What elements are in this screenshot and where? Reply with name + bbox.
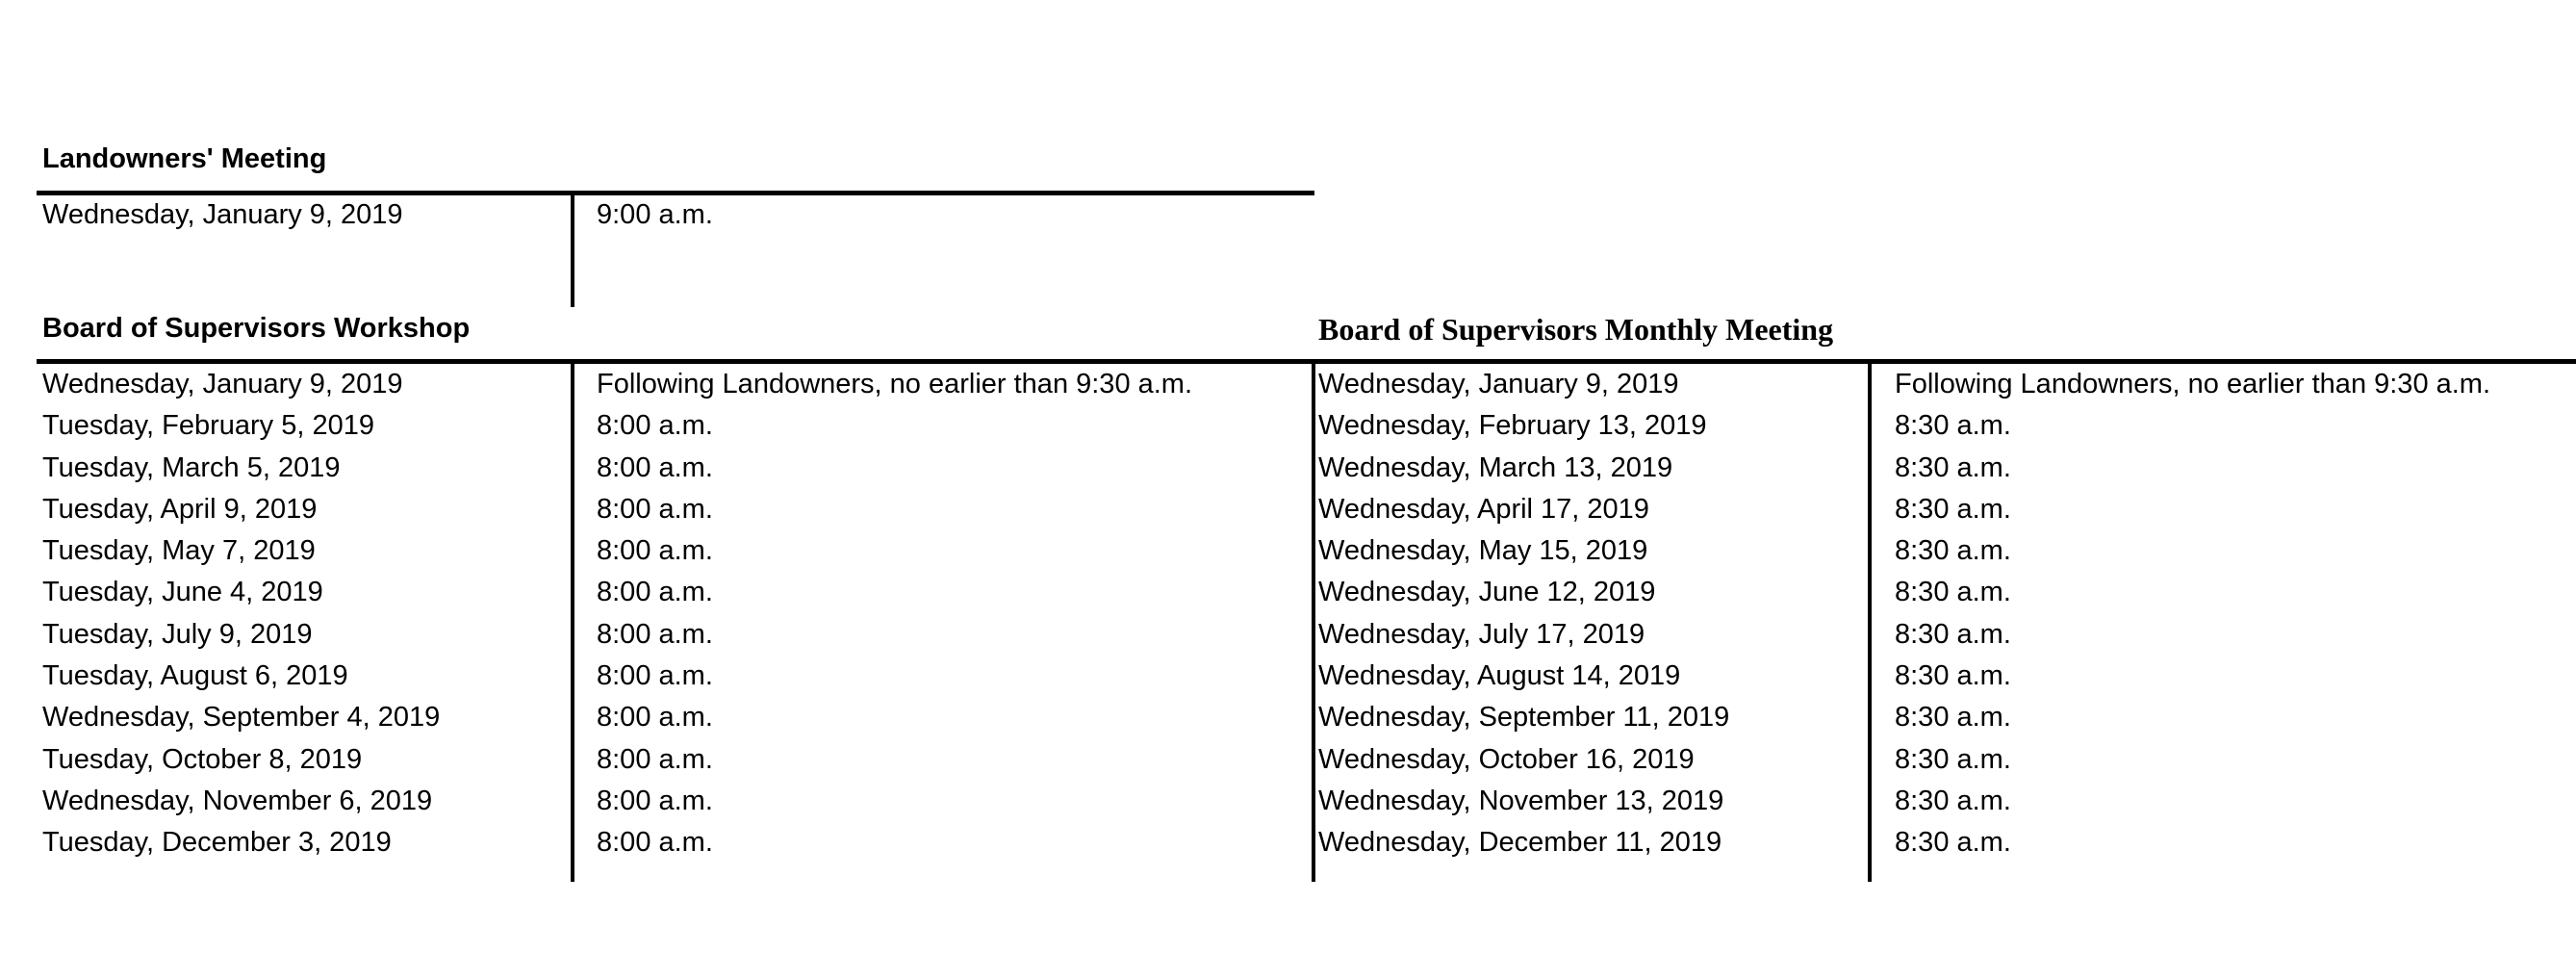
workshop-date: Tuesday, August 6, 2019 [42,660,348,692]
workshop-date: Tuesday, June 4, 2019 [42,577,323,608]
monthly-time: 8:30 a.m. [1895,660,2011,692]
monthly-time: 8:30 a.m. [1895,451,2011,483]
landowners-date: Wednesday, January 9, 2019 [42,199,403,230]
monthly-time: 8:30 a.m. [1895,577,2011,608]
monthly-time: 8:30 a.m. [1895,618,2011,650]
workshop-date: Wednesday, November 6, 2019 [42,785,433,816]
monthly-time: 8:30 a.m. [1895,827,2011,859]
workshop-date-column [42,364,440,864]
monthly-date: Wednesday, February 13, 2019 [1318,410,1707,442]
workshop-time: 8:00 a.m. [597,577,713,608]
workshop-time-column [597,364,1192,864]
workshop-time: 8:00 a.m. [597,702,713,734]
workshop-title: Board of Supervisors Workshop [42,313,471,344]
landowners-time: 9:00 a.m. [597,199,713,230]
workshop-time: 8:00 a.m. [597,451,713,483]
monthly-time: 8:30 a.m. [1895,785,2011,816]
monthly-date: Wednesday, July 17, 2019 [1318,618,1645,650]
workshop-date: Wednesday, January 9, 2019 [42,369,403,399]
monthly-time: Following Landowners, no earlier than 9:30 a.m. [1895,369,2491,399]
workshop-date: Tuesday, February 5, 2019 [42,410,374,442]
workshop-time: 8:00 a.m. [597,618,713,650]
workshop-date: Tuesday, April 9, 2019 [42,493,318,525]
workshop-time: 8:00 a.m. [597,535,713,567]
workshop-time: 8:00 a.m. [597,660,713,692]
monthly-date: Wednesday, September 11, 2019 [1318,702,1730,734]
monthly-date: Wednesday, December 11, 2019 [1318,827,1722,859]
workshop-time: 8:00 a.m. [597,785,713,816]
monthly-divider [1868,364,1872,882]
monthly-date: Wednesday, October 16, 2019 [1318,743,1695,775]
monthly-date: Wednesday, March 13, 2019 [1318,451,1673,483]
monthly-date: Wednesday, November 13, 2019 [1318,785,1724,816]
monthly-title: Board of Supervisors Monthly Meeting [1318,312,1834,347]
workshop-date: Tuesday, March 5, 2019 [42,451,341,483]
monthly-date: Wednesday, May 15, 2019 [1318,535,1648,567]
landowners-divider [571,195,574,307]
workshop-date: Tuesday, October 8, 2019 [42,743,363,775]
monthly-time: 8:30 a.m. [1895,410,2011,442]
monthly-date: Wednesday, April 17, 2019 [1318,493,1649,525]
section-divider [1312,364,1315,882]
monthly-date: Wednesday, June 12, 2019 [1318,577,1656,608]
workshop-date: Tuesday, December 3, 2019 [42,827,392,859]
monthly-date-column [1318,364,1729,864]
monthly-date: Wednesday, January 9, 2019 [1318,369,1679,399]
monthly-time: 8:30 a.m. [1895,702,2011,734]
workshop-time: 8:00 a.m. [597,827,713,859]
monthly-time: 8:30 a.m. [1895,743,2011,775]
monthly-date: Wednesday, August 14, 2019 [1318,660,1681,692]
workshop-time: Following Landowners, no earlier than 9:30 a.m. [597,369,1193,399]
workshop-date: Tuesday, July 9, 2019 [42,618,313,650]
monthly-time: 8:30 a.m. [1895,535,2011,567]
workshop-time: 8:00 a.m. [597,493,713,525]
workshop-date: Wednesday, September 4, 2019 [42,702,441,734]
workshop-time: 8:00 a.m. [597,743,713,775]
landowners-title: Landowners' Meeting [42,143,327,174]
monthly-time: 8:30 a.m. [1895,493,2011,525]
workshop-divider [571,364,574,882]
monthly-time-column [1895,364,2490,864]
workshop-date: Tuesday, May 7, 2019 [42,535,316,567]
workshop-time: 8:00 a.m. [597,410,713,442]
